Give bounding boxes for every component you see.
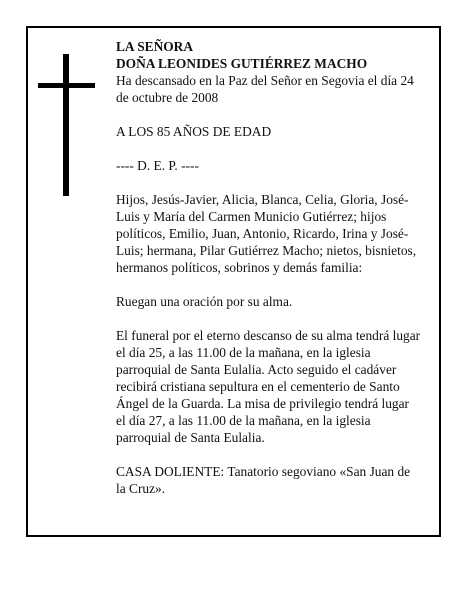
title-line-1: LA SEÑORA [116,39,194,54]
rip-line: ---- D. E. P. ---- [116,158,199,173]
cross-horizontal-bar [38,83,95,88]
death-info: Ha descansado en la Paz del Señor en Segovia el día 24 de octubre de 2008 [116,73,414,105]
deceased-name: DOÑA LEONIDES GUTIÉRREZ MACHO [116,56,368,71]
family-paragraph: Hijos, Jesús-Javier, Alicia, Blanca, Celia, Gloria, José-Luis y María del Carmen Municio Gutiérrez; hijos políticos, Emilio, Juan, Antonio, Ricardo, Irina y José-Luis; hermana, Pilar Gutiérrez Macho; nietos, bisnietos, hermanos políticos, sobrinos y demás familia: [116,192,417,275]
age-line: A LOS 85 AÑOS DE EDAD [116,124,272,139]
funeral-paragraph: El funeral por el eterno descanso de su alma tendrá lugar el día 25, a las 11.00 de la mañana, en la iglesia parroquial de Santa Eulalia. Acto seguido el cadáver recibirá cristiana sepultura en el cementerio de Santo Ángel de la Guarda. La misa de privilegio tendrá lugar el día 27, a las 11.00 de la mañana, en la iglesia parroquial de Santa Eulalia. [116,328,421,445]
obituary-text [116,38,421,497]
funeral-home-line: CASA DOLIENTE: Tanatorio segoviano «San Juan de la Cruz». [116,464,411,496]
prayer-line: Ruegan una oración por su alma. [116,294,293,309]
cross-vertical-bar [63,54,69,196]
